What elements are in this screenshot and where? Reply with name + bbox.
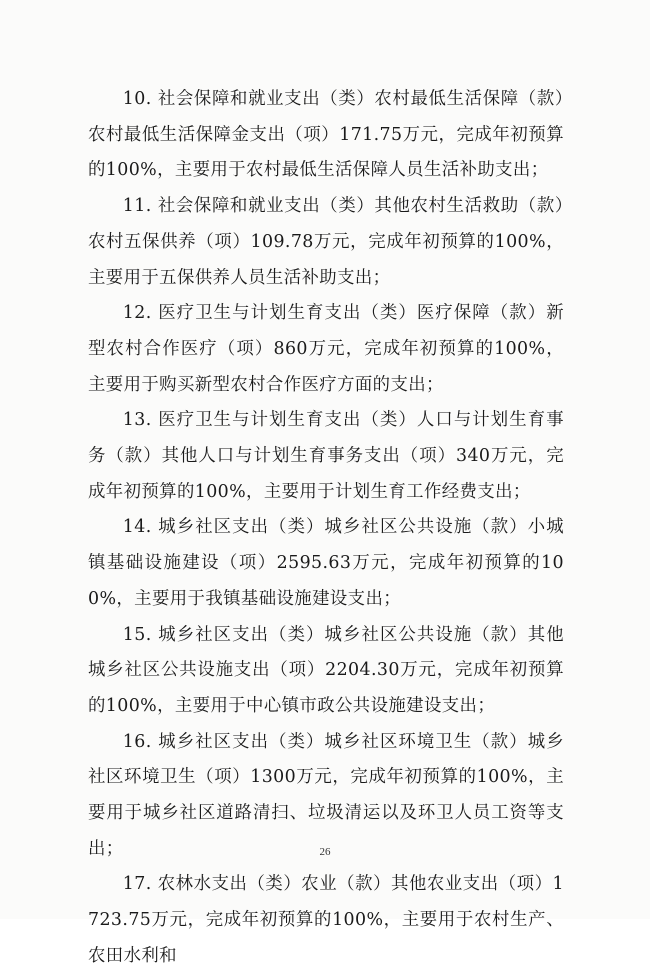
paragraph-item-11: 11. 社会保障和就业支出（类）其他农村生活救助（款）农村五保供养（项）109.78万元，完成年初预算的100%，主要用于五保供养人员生活补助支出； <box>88 196 564 288</box>
document-body <box>88 82 564 975</box>
paragraph-item-12: 12. 医疗卫生与计划生育支出（类）医疗保障（款）新型农村合作医疗（项）860万元，完成年初预算的100%，主要用于购买新型农村合作医疗方面的支出； <box>88 303 564 395</box>
page-number: 26 <box>319 846 331 858</box>
paragraph-item-14: 14. 城乡社区支出（类）城乡社区公共设施（款）小城镇基础设施建设（项）2595.63万元，完成年初预算的100%，主要用于我镇基础设施建设支出； <box>88 517 564 609</box>
paragraph-item-15: 15. 城乡社区支出（类）城乡社区公共设施（款）其他城乡社区公共设施支出（项）2204.30万元，完成年初预算的100%，主要用于中心镇市政公共设施建设支出； <box>88 624 564 716</box>
paragraph-item-13: 13. 医疗卫生与计划生育支出（类）人口与计划生育事务（款）其他人口与计划生育事务支出（项）340万元，完成年初预算的100%，主要用于计划生育工作经费支出； <box>88 410 564 502</box>
paragraph-item-17: 17. 农林水支出（类）农业（款）其他农业支出（项）1723.75万元，完成年初预算的100%，主要用于农村生产、农田水利和 <box>88 874 564 966</box>
paragraph-item-10: 10. 社会保障和就业支出（类）农村最低生活保障（款）农村最低生活保障金支出（项）171.75万元，完成年初预算的100%，主要用于农村最低生活保障人员生活补助支出； <box>88 89 564 181</box>
paragraph-item-16: 16. 城乡社区支出（类）城乡社区环境卫生（款）城乡社区环境卫生（项）1300万元，完成年初预算的100%，主要用于城乡社区道路清扫、垃圾清运以及环卫人员工资等支出； <box>88 731 564 859</box>
